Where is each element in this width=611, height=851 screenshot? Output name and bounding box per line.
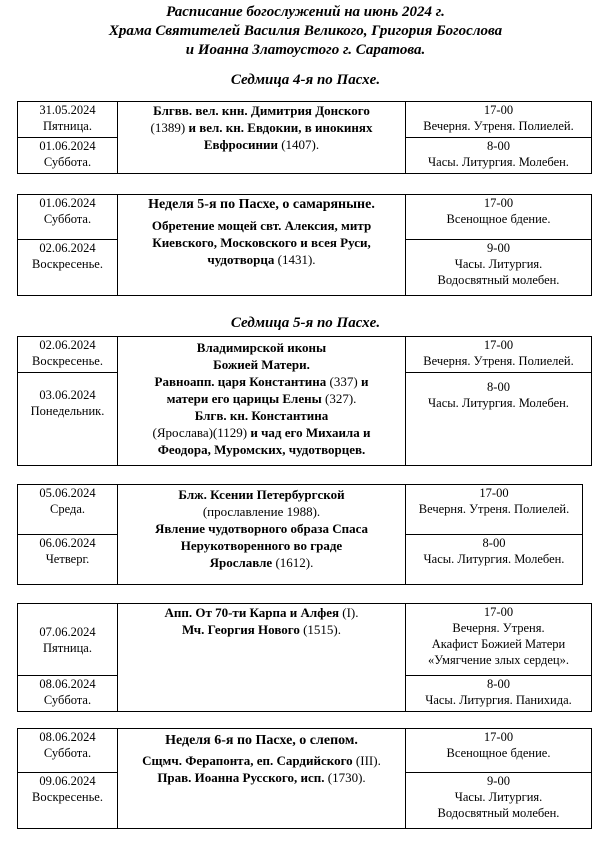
service-desc: Всенощное бдение.	[446, 212, 551, 226]
service-cell	[406, 604, 592, 676]
date-cell	[18, 729, 118, 773]
date: 31.05.2024	[39, 103, 96, 117]
service-cell	[406, 102, 592, 138]
service-desc: Часы. Литургия.	[454, 790, 543, 804]
service-desc: Всенощное бдение.	[446, 746, 551, 760]
feast-year: (Ярослава)(1129)	[152, 425, 248, 440]
feast-year: (1730).	[324, 770, 366, 785]
date: 02.06.2024	[39, 241, 96, 255]
feast-year: (1515).	[299, 622, 342, 637]
weekday: Воскресенье.	[32, 354, 103, 368]
date-cell	[18, 373, 118, 466]
date-cell	[18, 773, 118, 829]
service-time: 17-00	[483, 196, 514, 210]
feast-year: (1389)	[150, 120, 186, 135]
schedule-table-2	[17, 194, 592, 296]
feast-line: матери его царицы Елены	[166, 391, 322, 406]
feast-cell	[118, 337, 406, 466]
service-time: 8-00	[487, 139, 510, 153]
feast-cell	[118, 102, 406, 174]
feast-line: Сщмч. Ферапонта, еп. Сардийского	[142, 753, 353, 768]
service-cell	[406, 485, 583, 535]
date: 05.06.2024	[39, 486, 96, 500]
feast-year: (III).	[352, 753, 381, 768]
schedule-table-4	[17, 484, 583, 585]
date: 07.06.2024	[39, 624, 96, 639]
feast-line: и вел. кн. Евдокии, в инокинях	[185, 120, 373, 135]
feast-line: Киевского, Московского и всея Руси,	[152, 235, 371, 250]
service-desc: Часы. Литургия. Панихида.	[425, 693, 572, 707]
service-cell	[406, 195, 592, 240]
date-cell	[18, 485, 118, 535]
service-time: 17-00	[483, 338, 514, 352]
weekday: Понедельник.	[30, 404, 105, 418]
feast-title: Неделя 5-я по Пасхе, о самаряныне.	[148, 197, 375, 212]
date: 09.06.2024	[39, 774, 96, 788]
service-time: 8-00	[487, 677, 510, 691]
service-desc: Часы. Литургия. Молебен.	[428, 396, 569, 410]
schedule-table-5	[17, 603, 592, 712]
feast-cell	[118, 195, 406, 296]
weekday: Суббота.	[43, 746, 92, 760]
date: 03.06.2024	[39, 388, 96, 402]
date-cell	[18, 604, 118, 676]
service-desc: Акафист Божией Матери	[431, 637, 566, 651]
feast-line: Блгвв. вел. кнн. Димитрия Донского	[153, 103, 370, 118]
title-line-2: Храма Святителей Василия Великого, Григория Богослова	[108, 23, 503, 39]
service-time: 17-00	[483, 605, 514, 619]
weekday: Суббота.	[43, 693, 92, 707]
service-desc: «Умягчение злых сердец».	[428, 653, 569, 667]
service-cell	[406, 729, 592, 773]
feast-cell	[118, 729, 406, 829]
feast-line: Явление чудотворного образа Спаса	[154, 521, 369, 536]
weekday: Пятница.	[43, 119, 92, 133]
service-time: 17-00	[483, 103, 514, 117]
service-desc: Водосвятный молебен.	[437, 806, 560, 820]
feast-line: Евфросинии	[203, 137, 278, 152]
feast-line: Ярославле	[209, 555, 273, 570]
date: 06.06.2024	[39, 536, 96, 550]
service-cell	[406, 373, 592, 466]
service-time: 17-00	[483, 730, 514, 744]
feast-line: Владимирской иконы	[196, 340, 327, 355]
title-line-1: Расписание богослужений на июнь 2024 г.	[166, 4, 445, 20]
schedule-table-6	[17, 728, 592, 829]
service-desc: Вечерня. Утреня. Полиелей.	[423, 354, 574, 368]
service-time: 9-00	[487, 241, 510, 255]
feast-line: Мч. Георгия Нового	[181, 622, 300, 637]
date-cell	[18, 195, 118, 240]
service-cell	[406, 535, 583, 585]
date: 08.06.2024	[39, 730, 96, 744]
feast-line: Блгв. кн. Константина	[194, 408, 329, 423]
feast-year: (I).	[339, 605, 359, 620]
feast-year: (прославление 1988).	[202, 504, 321, 519]
feast-year: (337)	[326, 374, 358, 389]
weekday: Суббота.	[43, 212, 92, 226]
schedule-table-3	[17, 336, 592, 466]
week-5-heading: Седмица 5-я по Пасхе.	[230, 315, 381, 331]
weekday: Пятница.	[43, 640, 92, 655]
service-time: 9-00	[487, 774, 510, 788]
date: 01.06.2024	[39, 139, 96, 153]
date-cell	[18, 535, 118, 585]
weekday: Суббота.	[43, 155, 92, 169]
feast-year: (1612).	[272, 555, 314, 570]
feast-cell	[118, 604, 406, 712]
date-cell	[18, 337, 118, 373]
service-cell	[406, 773, 592, 829]
weekday: Четверг.	[45, 552, 90, 566]
feast-line: чудотворца	[207, 252, 275, 267]
service-time: 17-00	[479, 486, 509, 500]
service-desc: Часы. Литургия.	[454, 257, 543, 271]
service-desc: Вечерня. Утреня. Полиелей.	[418, 502, 570, 516]
feast-line: Феодора, Муромских, чудотворцев.	[157, 442, 366, 457]
weekday: Среда.	[49, 502, 85, 516]
title-line-3: и Иоанна Златоустого г. Саратова.	[185, 42, 426, 58]
date-cell	[18, 676, 118, 712]
schedule-title	[0, 3, 611, 60]
feast-line: Блж. Ксении Петербургской	[178, 487, 345, 502]
feast-title: Неделя 6-я по Пасхе, о слепом.	[165, 733, 358, 748]
feast-year: (327).	[321, 391, 357, 406]
date: 02.06.2024	[39, 338, 96, 352]
date-cell	[18, 138, 118, 174]
feast-line: Обретение мощей свт. Алексия, митр	[151, 218, 372, 233]
service-desc: Вечерня. Утреня.	[452, 621, 545, 635]
feast-cell	[118, 485, 406, 585]
service-cell	[406, 240, 592, 296]
service-cell	[406, 337, 592, 373]
service-time: 8-00	[487, 380, 510, 394]
schedule-table-1	[17, 101, 592, 174]
service-desc: Вечерня. Утреня. Полиелей.	[423, 119, 574, 133]
feast-year: (1407).	[277, 137, 320, 152]
feast-line: Божией Матери.	[213, 357, 310, 372]
date-cell	[18, 102, 118, 138]
date: 08.06.2024	[39, 677, 96, 691]
service-desc: Часы. Литургия. Молебен.	[423, 552, 565, 566]
weekday: Воскресенье.	[32, 790, 103, 804]
feast-line: Прав. Иоанна Русского, исп.	[157, 770, 325, 785]
feast-line: Апп. От 70-ти Карпа и Алфея	[164, 605, 340, 620]
date-cell	[18, 240, 118, 296]
service-time: 8-00	[482, 536, 506, 550]
feast-line: и	[357, 374, 369, 389]
service-desc: Водосвятный молебен.	[437, 273, 560, 287]
feast-line: и чад его Михаила и	[247, 425, 371, 440]
date: 01.06.2024	[39, 196, 96, 210]
service-cell	[406, 138, 592, 174]
feast-year: (1431).	[274, 252, 316, 267]
week-4-heading: Седмица 4-я по Пасхе.	[230, 72, 381, 88]
feast-line: Нерукотворенного во граде	[180, 538, 343, 553]
service-desc: Часы. Литургия. Молебен.	[428, 155, 569, 169]
weekday: Воскресенье.	[32, 257, 103, 271]
service-cell	[406, 676, 592, 712]
feast-line: Равноапп. царя Константина	[154, 374, 327, 389]
